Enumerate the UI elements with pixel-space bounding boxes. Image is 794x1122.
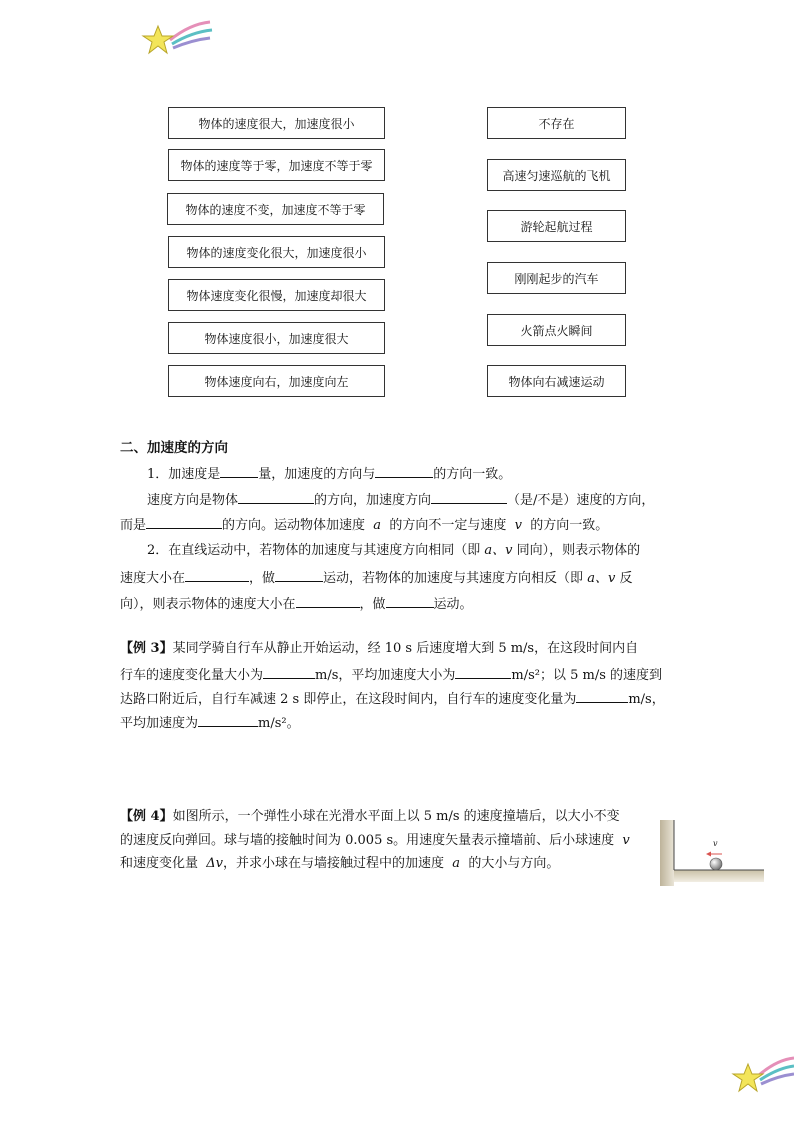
example4-line-2 [120, 832, 630, 850]
shooting-star-icon-bottom [730, 1052, 794, 1100]
answer-blank [275, 568, 323, 582]
text: 运动。 [433, 597, 473, 612]
text: 速度大小在 [120, 571, 186, 586]
text: 某同学骑自行车从静止开始运动，经 10 s 后速度增大到 5 m/s，在这段时间内自 [172, 641, 639, 656]
answer-blank [431, 490, 507, 504]
text: m/s，平均加速度大小为 [315, 668, 456, 683]
variables: a、v [587, 571, 616, 586]
text: 的方向不一定与速度 [389, 518, 507, 533]
text: 和速度变化量 [120, 856, 199, 871]
section2-line-6 [120, 594, 473, 614]
variable-a: a [452, 856, 461, 871]
text: 量，加速度的方向与 [258, 467, 376, 482]
example3-line-4 [120, 713, 300, 733]
section2-line-5 [120, 568, 632, 588]
text: 同向），则表示物体的 [516, 543, 641, 558]
text: 反 [619, 571, 633, 586]
answer-blank [455, 665, 511, 679]
left-box-7: 物体速度向右，加速度向左 [168, 365, 385, 397]
ball [710, 858, 722, 870]
example3-line-2 [120, 665, 662, 685]
left-box-5: 物体速度变化很慢，加速度却很大 [168, 279, 385, 311]
text: m/s²。 [258, 716, 300, 731]
example3-label: 【例 3】 [120, 641, 173, 656]
text: ，做 [249, 571, 276, 586]
text: 行车的速度变化量大小为 [120, 668, 264, 683]
text: 的方向一致。 [433, 467, 512, 482]
left-box-3: 物体的速度不变，加速度不等于零 [167, 193, 384, 225]
text: 平均加速度为 [120, 716, 199, 731]
example3-line-1 [120, 640, 638, 658]
text: 的速度反向弹回。球与墙的接触时间为 0.005 s。用速度矢量表示撞墙前、后小球速度 [120, 833, 615, 848]
right-box-2: 高速匀速巡航的飞机 [487, 159, 626, 191]
text: （是/不是）速度的方向， [507, 493, 655, 508]
wall [660, 820, 674, 886]
text: m/s²；以 5 m/s 的速度到 [511, 668, 663, 683]
section2-line-3 [120, 515, 608, 535]
text: 而是 [120, 518, 147, 533]
right-box-6: 物体向右减速运动 [487, 365, 626, 397]
wall-ball-figure [660, 820, 764, 886]
answer-blank [296, 594, 360, 608]
example4-line-1 [120, 808, 620, 826]
section2-line-2 [147, 490, 654, 510]
right-box-5: 火箭点火瞬间 [487, 314, 626, 346]
left-box-4: 物体的速度变化很大，加速度很小 [168, 236, 385, 268]
variable-v: v [622, 833, 630, 848]
text: ，并求小球在与墙接触过程中的加速度 [223, 856, 445, 871]
section-heading: 二、加速度的方向 [120, 440, 228, 456]
text: 如图所示，一个弹性小球在光滑水平面上以 5 m/s 的速度撞墙后，以大小不变 [172, 809, 620, 824]
right-box-1: 不存在 [487, 107, 626, 139]
variable-delta-v: Δv [206, 856, 224, 871]
answer-blank [146, 515, 222, 529]
text: 1．加速度是 [147, 467, 221, 482]
answer-blank [185, 568, 249, 582]
variable-v: v [514, 518, 522, 533]
answer-blank [198, 713, 258, 727]
text: m/s， [628, 692, 665, 707]
text: 的大小与方向。 [468, 856, 560, 871]
text: 速度方向是物体 [147, 493, 239, 508]
answer-blank [386, 594, 434, 608]
example3-line-3 [120, 689, 665, 709]
floor [674, 870, 764, 882]
answer-blank [375, 464, 433, 478]
text: 2．在直线运动中，若物体的加速度与其速度方向相同（即 [147, 543, 481, 558]
text: 的方向一致。 [530, 518, 609, 533]
section2-line-1 [147, 464, 511, 484]
text: ，做 [359, 597, 386, 612]
text: 的方向。运动物体加速度 [222, 518, 366, 533]
text: 达路口附近后，自行车减速 2 s 即停止，在这段时间内，自行车的速度变化量为 [120, 692, 577, 707]
figure-label-v: v [713, 839, 718, 848]
left-box-1: 物体的速度很大，加速度很小 [168, 107, 385, 139]
answer-blank [576, 689, 628, 703]
right-box-4: 刚刚起步的汽车 [487, 262, 626, 294]
answer-blank [238, 490, 314, 504]
left-box-2: 物体的速度等于零，加速度不等于零 [168, 149, 385, 181]
text: 的方向，加速度方向 [314, 493, 432, 508]
example4-line-3 [120, 855, 559, 873]
variable-a: a [373, 518, 382, 533]
answer-blank [263, 665, 315, 679]
left-box-6: 物体速度很小，加速度很大 [168, 322, 385, 354]
text: 向），则表示物体的速度大小在 [120, 597, 296, 612]
example4-label: 【例 4】 [120, 809, 173, 824]
right-box-3: 游轮起航过程 [487, 210, 626, 242]
variables: a、v [484, 543, 513, 558]
section2-line-4 [147, 542, 640, 560]
shooting-star-icon-top [140, 18, 215, 63]
answer-blank [220, 464, 258, 478]
text: 运动，若物体的加速度与其速度方向相反（即 [323, 571, 584, 586]
